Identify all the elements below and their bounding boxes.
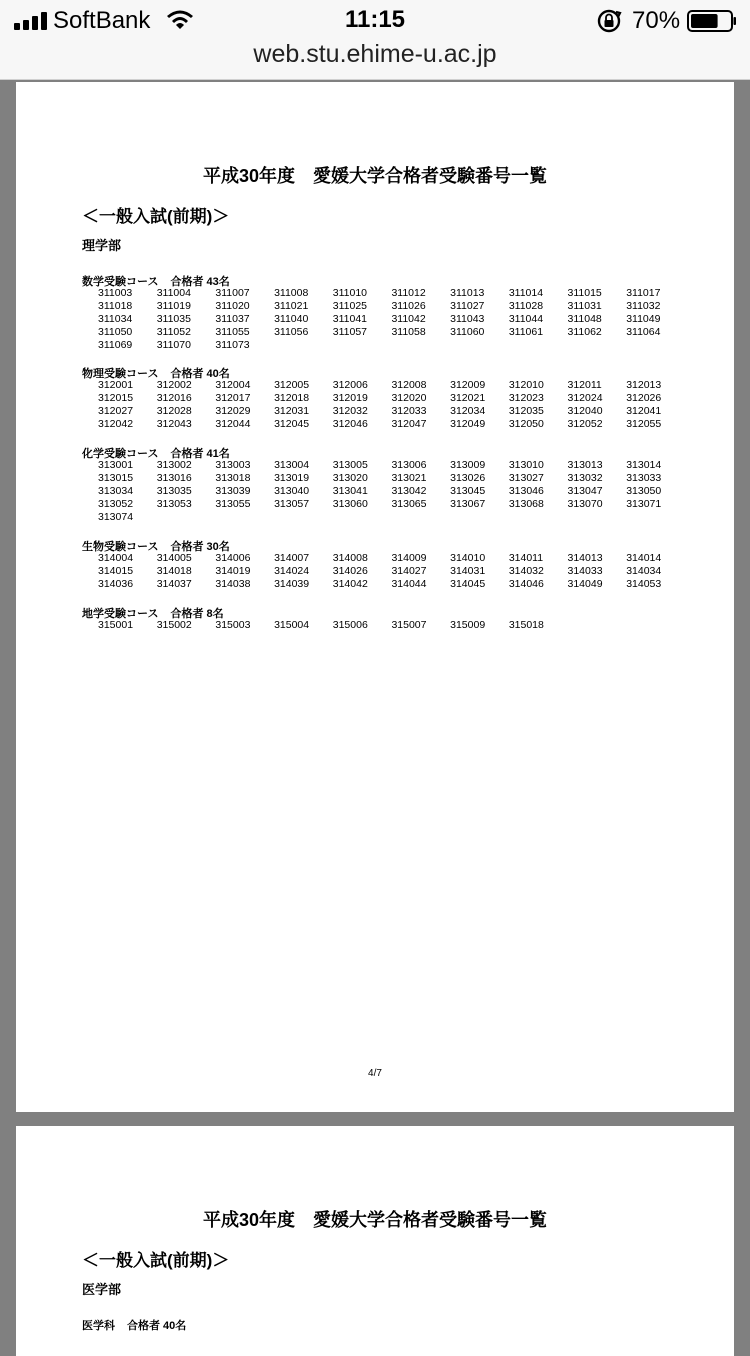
exam-number: 314024 — [274, 565, 310, 577]
exam-number: 312046 — [332, 418, 368, 430]
exam-number: 311062 — [567, 326, 602, 338]
exam-number: 313034 — [98, 485, 134, 497]
document-title: 平成30年度 愛媛大学合格者受験番号一覧 — [202, 1210, 548, 1230]
exam-number: 312032 — [332, 405, 368, 417]
page-number: 4/7 — [368, 1068, 382, 1079]
number-grid-math — [98, 287, 698, 352]
course-count: 合格者 30名 — [170, 541, 230, 553]
exam-number: 311034 — [98, 313, 133, 325]
exam-number: 312001 — [98, 379, 134, 391]
exam-number: 311010 — [332, 287, 368, 299]
exam-number: 315007 — [391, 619, 427, 631]
exam-number: 311035 — [156, 313, 191, 325]
exam-number: 312011 — [567, 379, 602, 391]
exam-number: 312029 — [215, 405, 251, 417]
exam-number: 313057 — [274, 498, 310, 510]
exam-number: 312018 — [274, 392, 310, 404]
exam-number: 314039 — [274, 578, 310, 590]
exam-number: 311020 — [215, 300, 250, 312]
exam-number: 314006 — [215, 552, 251, 564]
exam-number: 312006 — [332, 379, 368, 391]
exam-number: 312015 — [98, 392, 134, 404]
exam-number: 312005 — [274, 379, 310, 391]
exam-number: 314015 — [98, 565, 134, 577]
exam-number: 313001 — [98, 459, 134, 471]
exam-number: 313032 — [567, 472, 603, 484]
exam-number: 312004 — [215, 379, 251, 391]
exam-number: 311069 — [98, 339, 133, 351]
exam-number: 315006 — [332, 619, 368, 631]
exam-number: 311026 — [391, 300, 426, 312]
exam-number: 311014 — [508, 287, 544, 299]
exam-number: 311050 — [98, 326, 133, 338]
faculty-heading: 理学部 — [82, 238, 122, 253]
browser-top-bar — [0, 0, 750, 80]
exam-number: 311037 — [215, 313, 250, 325]
exam-number: 314044 — [391, 578, 427, 590]
course-heading-medicine — [82, 1317, 186, 1333]
exam-number: 313068 — [508, 498, 544, 510]
exam-number: 313018 — [215, 472, 251, 484]
exam-number: 312008 — [391, 379, 427, 391]
exam-number: 311057 — [332, 326, 368, 338]
exam-number: 312021 — [450, 392, 486, 404]
exam-number: 312016 — [156, 392, 192, 404]
course-count: 合格者 40名 — [127, 1320, 187, 1332]
exam-number: 314004 — [98, 552, 134, 564]
exam-number: 313006 — [391, 459, 427, 471]
exam-number: 314014 — [626, 552, 662, 564]
exam-number: 313070 — [567, 498, 603, 510]
exam-number: 311032 — [626, 300, 661, 312]
exam-number: 312044 — [215, 418, 251, 430]
battery-icon — [687, 10, 737, 32]
exam-number: 313015 — [98, 472, 134, 484]
exam-number: 313040 — [274, 485, 310, 497]
document-title: 平成30年度 愛媛大学合格者受験番号一覧 — [202, 166, 548, 186]
exam-number: 311018 — [98, 300, 133, 312]
exam-number: 312026 — [626, 392, 662, 404]
exam-number: 312049 — [450, 418, 486, 430]
exam-number: 313016 — [156, 472, 192, 484]
exam-number: 311048 — [567, 313, 602, 325]
exam-number: 311021 — [274, 300, 309, 312]
exam-number: 311058 — [391, 326, 426, 338]
course-name: 医学科 — [82, 1320, 115, 1332]
exam-number: 313067 — [450, 498, 486, 510]
exam-number: 315009 — [450, 619, 486, 631]
carrier-name: SoftBank — [53, 7, 151, 34]
exam-number: 313065 — [391, 498, 427, 510]
exam-number: 314008 — [332, 552, 368, 564]
status-bar — [0, 0, 750, 42]
exam-number: 311013 — [450, 287, 485, 299]
number-grid-earth-science — [98, 619, 698, 632]
course-name: 地学受験コース — [82, 608, 159, 620]
exam-number: 313033 — [626, 472, 662, 484]
exam-number: 311056 — [274, 326, 309, 338]
exam-number: 312040 — [567, 405, 603, 417]
exam-number: 314031 — [450, 565, 486, 577]
course-name: 数学受験コース — [82, 276, 159, 288]
exam-number: 312050 — [508, 418, 544, 430]
exam-number: 311012 — [391, 287, 426, 299]
exam-number: 313035 — [156, 485, 192, 497]
exam-number: 314026 — [332, 565, 368, 577]
exam-number: 311070 — [156, 339, 191, 351]
exam-number: 315018 — [508, 619, 544, 631]
exam-number: 311044 — [508, 313, 544, 325]
exam-number: 312013 — [626, 379, 662, 391]
exam-number: 315001 — [98, 619, 134, 631]
exam-number: 313074 — [98, 511, 134, 523]
exam-number: 314032 — [508, 565, 544, 577]
exam-number: 313047 — [567, 485, 603, 497]
exam-number: 314009 — [391, 552, 427, 564]
exam-number: 311007 — [215, 287, 250, 299]
exam-number: 314007 — [274, 552, 310, 564]
exam-number: 311028 — [508, 300, 544, 312]
pdf-page-5 — [16, 1126, 734, 1356]
faculty-heading: 医学部 — [82, 1282, 122, 1297]
exam-number: 313003 — [215, 459, 251, 471]
exam-number: 312035 — [508, 405, 544, 417]
exam-number: 311004 — [156, 287, 191, 299]
exam-number: 311049 — [626, 313, 661, 325]
exam-number: 312010 — [508, 379, 544, 391]
exam-number: 313020 — [332, 472, 368, 484]
exam-number: 313013 — [567, 459, 603, 471]
course-count: 合格者 43名 — [170, 276, 230, 288]
exam-number: 311061 — [508, 326, 544, 338]
exam-number: 312028 — [156, 405, 192, 417]
exam-number: 315002 — [156, 619, 192, 631]
exam-number: 312033 — [391, 405, 427, 417]
exam-number: 313052 — [98, 498, 134, 510]
exam-number: 313002 — [156, 459, 192, 471]
exam-type-heading: ＜一般入試(前期)＞ — [82, 207, 230, 226]
exam-number: 313026 — [450, 472, 486, 484]
exam-number: 313053 — [156, 498, 192, 510]
exam-number: 312041 — [626, 405, 662, 417]
exam-number: 312009 — [450, 379, 486, 391]
exam-number: 313045 — [450, 485, 486, 497]
exam-number: 313042 — [391, 485, 427, 497]
exam-number: 311015 — [567, 287, 602, 299]
exam-number: 314011 — [508, 552, 544, 564]
exam-number: 313039 — [215, 485, 251, 497]
exam-number: 314042 — [332, 578, 368, 590]
exam-number: 314049 — [567, 578, 603, 590]
course-name: 物理受験コース — [82, 368, 159, 380]
exam-number: 315003 — [215, 619, 251, 631]
number-grid-biology — [98, 552, 698, 591]
exam-number: 311052 — [156, 326, 191, 338]
exam-number: 312023 — [508, 392, 544, 404]
exam-number: 311003 — [98, 287, 133, 299]
course-count: 合格者 40名 — [170, 368, 230, 380]
exam-number: 311040 — [274, 313, 309, 325]
exam-number: 313004 — [274, 459, 310, 471]
course-name: 生物受験コース — [82, 541, 159, 553]
exam-number: 312024 — [567, 392, 603, 404]
exam-number: 312027 — [98, 405, 134, 417]
exam-number: 314019 — [215, 565, 251, 577]
exam-number: 314010 — [450, 552, 486, 564]
exam-number: 312020 — [391, 392, 427, 404]
exam-number: 313010 — [508, 459, 544, 471]
exam-number: 311055 — [215, 326, 250, 338]
exam-number: 312019 — [332, 392, 368, 404]
exam-number: 312052 — [567, 418, 603, 430]
pdf-page-4 — [16, 82, 734, 1112]
exam-number: 313060 — [332, 498, 368, 510]
exam-number: 314033 — [567, 565, 603, 577]
exam-number: 313055 — [215, 498, 251, 510]
exam-number: 314037 — [156, 578, 192, 590]
course-count: 合格者 8名 — [170, 608, 224, 620]
exam-number: 313041 — [332, 485, 368, 497]
exam-number: 314046 — [508, 578, 544, 590]
exam-number: 311025 — [332, 300, 368, 312]
exam-type-heading: ＜一般入試(前期)＞ — [82, 1251, 230, 1270]
number-grid-chemistry — [98, 459, 698, 524]
exam-number: 311060 — [450, 326, 485, 338]
exam-number: 313009 — [450, 459, 486, 471]
exam-number: 314038 — [215, 578, 251, 590]
exam-number: 311017 — [626, 287, 661, 299]
exam-number: 311019 — [156, 300, 191, 312]
exam-number: 312055 — [626, 418, 662, 430]
exam-number: 311027 — [450, 300, 485, 312]
exam-number: 311008 — [274, 287, 309, 299]
number-grid-physics — [98, 379, 698, 431]
exam-number: 313050 — [626, 485, 662, 497]
exam-number: 315004 — [274, 619, 310, 631]
exam-number: 314005 — [156, 552, 192, 564]
exam-number: 314018 — [156, 565, 192, 577]
status-time: 11:15 — [344, 6, 406, 33]
exam-number: 314027 — [391, 565, 427, 577]
exam-number: 311042 — [391, 313, 426, 325]
exam-number: 314036 — [98, 578, 134, 590]
exam-number: 312047 — [391, 418, 427, 430]
exam-number: 314045 — [450, 578, 486, 590]
exam-number: 313019 — [274, 472, 310, 484]
exam-number: 312034 — [450, 405, 486, 417]
rotation-lock-icon — [596, 8, 622, 34]
course-name: 化学受験コース — [82, 448, 159, 460]
exam-number: 313021 — [391, 472, 427, 484]
exam-number: 312017 — [215, 392, 251, 404]
exam-number: 311041 — [332, 313, 368, 325]
exam-number: 311031 — [567, 300, 602, 312]
exam-number: 312042 — [98, 418, 134, 430]
exam-number: 311073 — [215, 339, 250, 351]
exam-number: 312002 — [156, 379, 192, 391]
exam-number: 313014 — [626, 459, 662, 471]
address-bar-url[interactable]: web.stu.ehime-u.ac.jp — [253, 40, 497, 68]
exam-number: 312043 — [156, 418, 192, 430]
exam-number: 311064 — [626, 326, 661, 338]
course-count: 合格者 41名 — [170, 448, 230, 460]
exam-number: 314053 — [626, 578, 662, 590]
exam-number: 312045 — [274, 418, 310, 430]
exam-number: 312031 — [274, 405, 310, 417]
exam-number: 313027 — [508, 472, 544, 484]
battery-percentage: 70% — [632, 7, 681, 34]
exam-number: 313046 — [508, 485, 544, 497]
exam-number: 314034 — [626, 565, 662, 577]
exam-number: 313071 — [626, 498, 662, 510]
exam-number: 311043 — [450, 313, 485, 325]
exam-number: 314013 — [567, 552, 603, 564]
exam-number: 313005 — [332, 459, 368, 471]
